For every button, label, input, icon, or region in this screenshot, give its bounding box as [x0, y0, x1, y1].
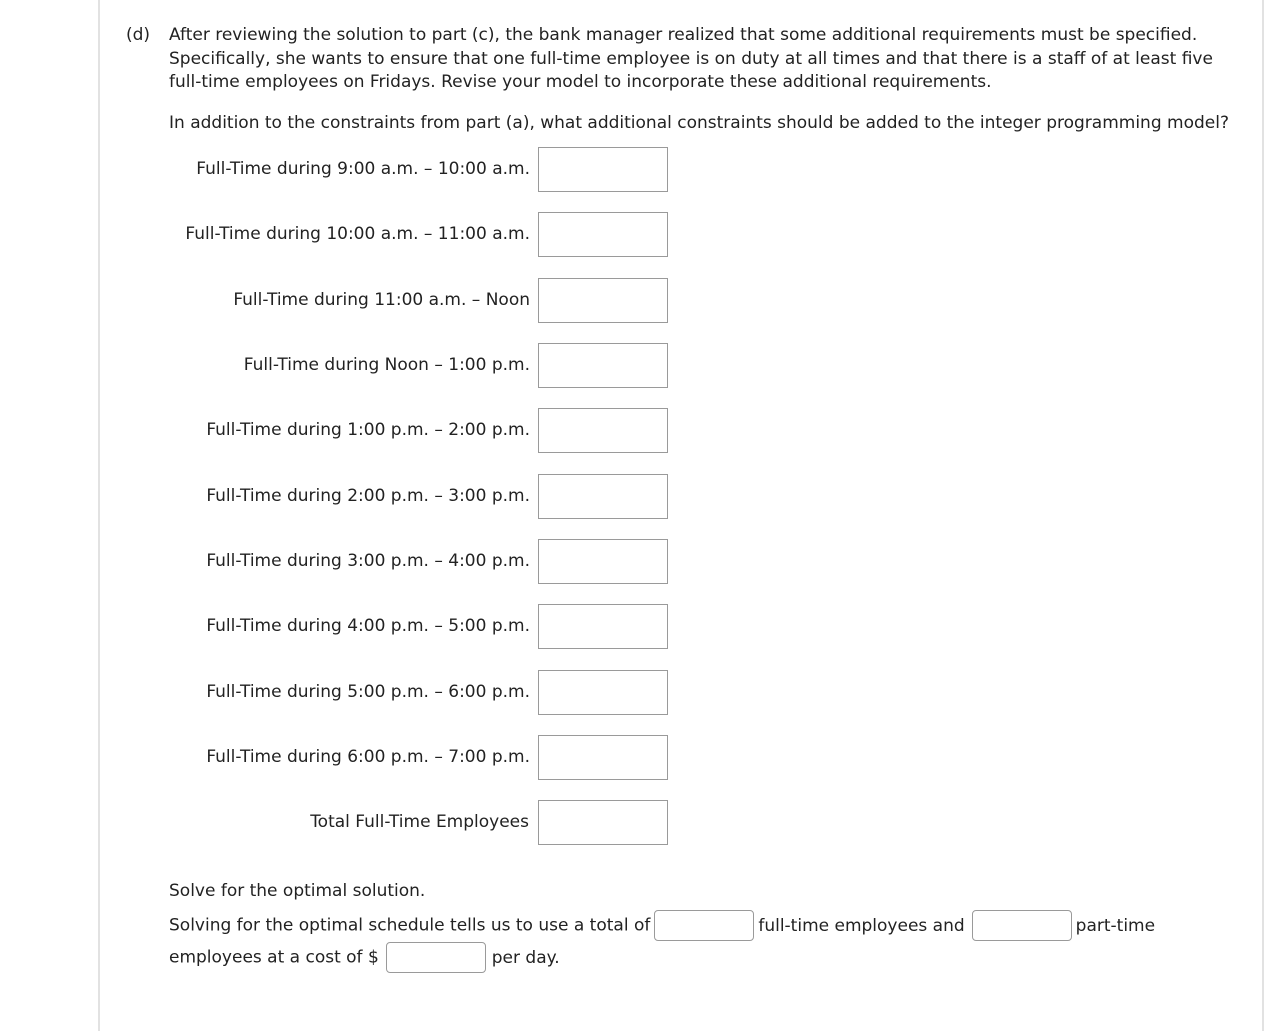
- constraint-label: Full-Time during 5:00 p.m. – 6:00 p.m.: [206, 682, 530, 702]
- constraint-row-noon-1pm: [0, 343, 700, 388]
- constraint-row-6-7pm: [0, 735, 700, 780]
- constraint-label: Full-Time during 4:00 p.m. – 5:00 p.m.: [206, 616, 530, 636]
- answer-text: per day.: [491, 947, 560, 968]
- constraint-row-5-6pm: [0, 670, 700, 715]
- constraint-input-2-3pm[interactable]: [538, 474, 668, 519]
- constraint-row-11am-noon: [0, 278, 700, 323]
- answer-text: part-time: [1075, 915, 1156, 936]
- solve-prompt: Solve for the optimal solution.: [169, 881, 426, 901]
- constraint-label: Total Full-Time Employees: [310, 812, 529, 832]
- answer-text: full-time employees and: [758, 915, 965, 936]
- constraint-input-6-7pm[interactable]: [538, 735, 668, 780]
- constraint-row-1-2pm: [0, 408, 700, 453]
- full-time-count-input[interactable]: [654, 910, 754, 941]
- constraint-row-9-10am: [0, 147, 700, 192]
- constraint-input-noon-1pm[interactable]: [538, 343, 668, 388]
- constraint-input-1-2pm[interactable]: [538, 408, 668, 453]
- constraint-input-4-5pm[interactable]: [538, 604, 668, 649]
- constraint-label: Full-Time during 6:00 p.m. – 7:00 p.m.: [206, 747, 530, 767]
- part-time-count-input[interactable]: [972, 910, 1072, 941]
- question-text: In addition to the constraints from part (a), what additional constraints should be added to the integer programming model?: [169, 113, 1229, 133]
- constraint-row-total: [0, 800, 700, 845]
- part-description: After reviewing the solution to part (c), the bank manager realized that some additional requirements must be specified. Specifically, she wants to ensure that one full-time employee is on duty at all times and that there is a staff of at least five full-time employees on Fridays. Revise your model to incorporate these additional requirements.: [169, 25, 1213, 92]
- constraint-label: Full-Time during 9:00 a.m. – 10:00 a.m.: [196, 159, 530, 179]
- constraint-input-9-10am[interactable]: [538, 147, 668, 192]
- answer-line-1: [169, 910, 1155, 941]
- cost-input[interactable]: [386, 942, 486, 973]
- constraint-label: Full-Time during 3:00 p.m. – 4:00 p.m.: [206, 551, 530, 571]
- constraint-label: Full-Time during 1:00 p.m. – 2:00 p.m.: [206, 420, 530, 440]
- part-marker: (d): [126, 25, 151, 45]
- constraint-row-3-4pm: [0, 539, 700, 584]
- answer-line-2: [169, 942, 560, 973]
- constraint-input-total-full-time[interactable]: [538, 800, 668, 845]
- constraint-row-10-11am: [0, 212, 700, 257]
- constraint-input-10-11am[interactable]: [538, 212, 668, 257]
- answer-text: Solving for the optimal schedule tells us to use a total of: [169, 915, 651, 936]
- answer-text: employees at a cost of $: [169, 947, 379, 968]
- constraint-label: Full-Time during 2:00 p.m. – 3:00 p.m.: [206, 486, 530, 506]
- constraint-label: Full-Time during Noon – 1:00 p.m.: [243, 355, 530, 375]
- constraint-row-4-5pm: [0, 604, 700, 649]
- constraint-label: Full-Time during 11:00 a.m. – Noon: [233, 290, 530, 310]
- constraint-label: Full-Time during 10:00 a.m. – 11:00 a.m.: [185, 224, 530, 244]
- constraint-input-5-6pm[interactable]: [538, 670, 668, 715]
- constraint-input-3-4pm[interactable]: [538, 539, 668, 584]
- constraint-row-2-3pm: [0, 474, 700, 519]
- constraint-input-11am-noon[interactable]: [538, 278, 668, 323]
- right-border: [1262, 0, 1264, 1031]
